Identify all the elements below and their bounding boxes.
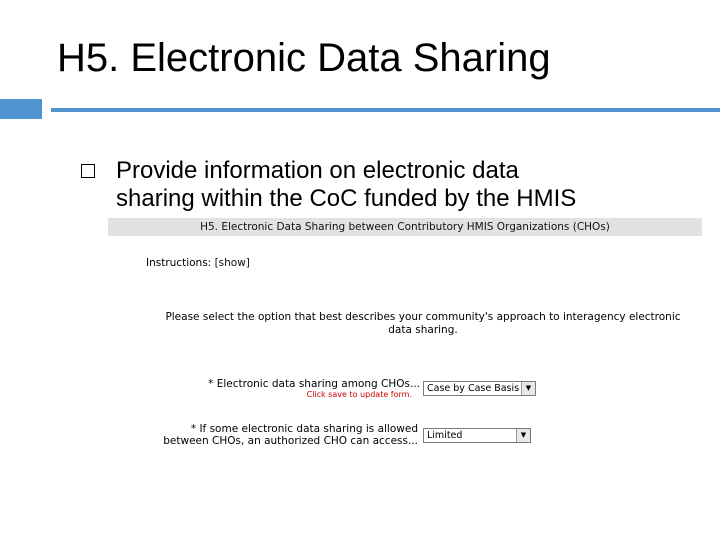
instructions-show-link[interactable]: [show] (214, 257, 250, 269)
chevron-down-icon[interactable]: ▼ (521, 382, 535, 395)
data-sharing-select-value: Case by Case Basis (427, 383, 520, 394)
instructions (146, 257, 250, 269)
section-header: H5. Electronic Data Sharing between Contributory HMIS Organizations (CHOs) (108, 218, 702, 236)
slide-title: H5. Electronic Data Sharing (57, 36, 551, 80)
bullet-line-2: sharing within the CoC funded by the HMIS (116, 185, 577, 212)
bullet-line-1: Provide information on electronic data (116, 157, 519, 184)
q2-label-line-2: between CHOs, an authorized CHO can access... (163, 435, 418, 447)
square-bullet-icon (81, 164, 95, 178)
form-prompt: Please select the option that best describes your community's approach to interagency electronic data sharing. (165, 311, 681, 336)
instructions-label: Instructions: (146, 257, 212, 269)
q2-label (128, 423, 418, 447)
q2-label-line-1: * If some electronic data sharing is allowed (190, 423, 418, 435)
data-sharing-select[interactable] (423, 381, 536, 396)
form-screenshot (108, 218, 702, 448)
accent-divider (51, 108, 720, 112)
accent-block (0, 99, 42, 119)
q1-save-note: Click save to update form. (306, 390, 412, 399)
access-level-select-value: Limited (427, 430, 463, 441)
chevron-down-icon[interactable]: ▼ (516, 429, 530, 442)
bullet-text (116, 157, 706, 217)
access-level-select[interactable] (423, 428, 531, 443)
q1-label: * Electronic data sharing among CHOs... (208, 378, 420, 390)
